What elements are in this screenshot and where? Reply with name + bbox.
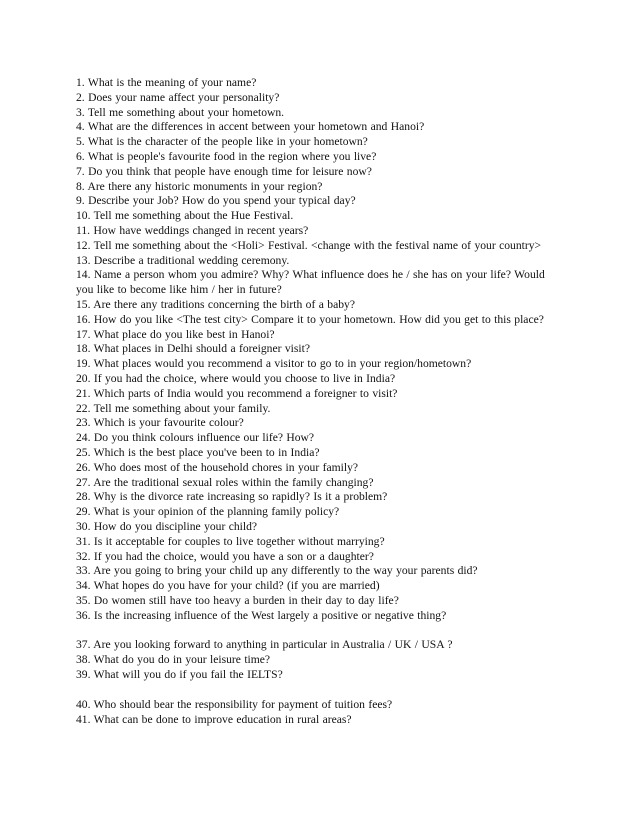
- question-4: 4. What are the differences in accent between your hometown and Hanoi?: [76, 120, 425, 134]
- question-19: 19. What places would you recommend a visitor to go to in your region/hometown?: [76, 357, 472, 371]
- question-5: 5. What is the character of the people like in your hometown?: [76, 135, 368, 149]
- question-2: 2. Does your name affect your personality?: [76, 90, 280, 104]
- question-24: 24. Do you think colours influence our life? How?: [76, 431, 315, 445]
- question-26: 26. Who does most of the household chores in your family?: [76, 460, 359, 474]
- question-list: [76, 76, 546, 727]
- question-3: 3. Tell me something about your hometown.: [76, 105, 285, 119]
- question-12: 12. Tell me something about the <Holi> Festival. <change with the festival name of your country>: [76, 238, 542, 252]
- question-41: 41. What can be done to improve education in rural areas?: [76, 712, 352, 726]
- question-35: 35. Do women still have too heavy a burden in their day to day life?: [76, 593, 399, 607]
- question-15: 15. Are there any traditions concerning the birth of a baby?: [76, 297, 355, 311]
- question-1: 1. What is the meaning of your name?: [76, 76, 257, 89]
- question-27: 27. Are the traditional sexual roles within the family changing?: [76, 475, 374, 489]
- question-32: 32. If you had the choice, would you have a son or a daughter?: [76, 549, 374, 563]
- question-17: 17. What place do you like best in Hanoi?: [76, 327, 275, 341]
- question-38: 38. What do you do in your leisure time?: [76, 653, 271, 667]
- question-11: 11. How have weddings changed in recent years?: [76, 223, 309, 237]
- question-33: 33. Are you going to bring your child up any differently to the way your parents did?: [76, 564, 478, 578]
- question-10: 10. Tell me something about the Hue Festival.: [76, 209, 294, 223]
- question-8: 8. Are there any historic monuments in your region?: [76, 179, 323, 193]
- question-22: 22. Tell me something about your family.: [76, 401, 271, 415]
- question-21: 21. Which parts of India would you recommend a foreigner to visit?: [76, 386, 398, 400]
- question-23: 23. Which is your favourite colour?: [76, 416, 244, 430]
- question-16: 16. How do you like <The test city> Compare it to your hometown. How did you get to this place?: [76, 312, 544, 326]
- question-20: 20. If you had the choice, where would you choose to live in India?: [76, 371, 396, 385]
- question-13: 13. Describe a traditional wedding ceremony.: [76, 253, 290, 267]
- question-36: 36. Is the increasing influence of the West largely a positive or negative thing?: [76, 608, 447, 622]
- question-34: 34. What hopes do you have for your child? (if you are married): [76, 579, 380, 593]
- question-30: 30. How do you discipline your child?: [76, 519, 258, 533]
- question-37: 37. Are you looking forward to anything in particular in Australia / UK / USA ?: [76, 638, 453, 652]
- question-40: 40. Who should bear the responsibility for payment of tuition fees?: [76, 697, 393, 711]
- question-25: 25. Which is the best place you've been to in India?: [76, 445, 320, 459]
- question-39: 39. What will you do if you fail the IELTS?: [76, 668, 283, 682]
- question-7: 7. Do you think that people have enough time for leisure now?: [76, 164, 372, 178]
- question-6: 6. What is people's favourite food in the region where you live?: [76, 149, 377, 163]
- question-9: 9. Describe your Job? How do you spend your typical day?: [76, 194, 356, 208]
- question-18: 18. What places in Delhi should a foreigner visit?: [76, 342, 310, 356]
- question-14: 14. Name a person whom you admire? Why? What influence does he / she has on your life? Would you like to become like him / her in future?: [76, 268, 545, 297]
- question-31: 31. Is it acceptable for couples to live together without marrying?: [76, 534, 385, 548]
- question-28: 28. Why is the divorce rate increasing so rapidly? Is it a problem?: [76, 490, 388, 504]
- question-29: 29. What is your opinion of the planning family policy?: [76, 505, 340, 519]
